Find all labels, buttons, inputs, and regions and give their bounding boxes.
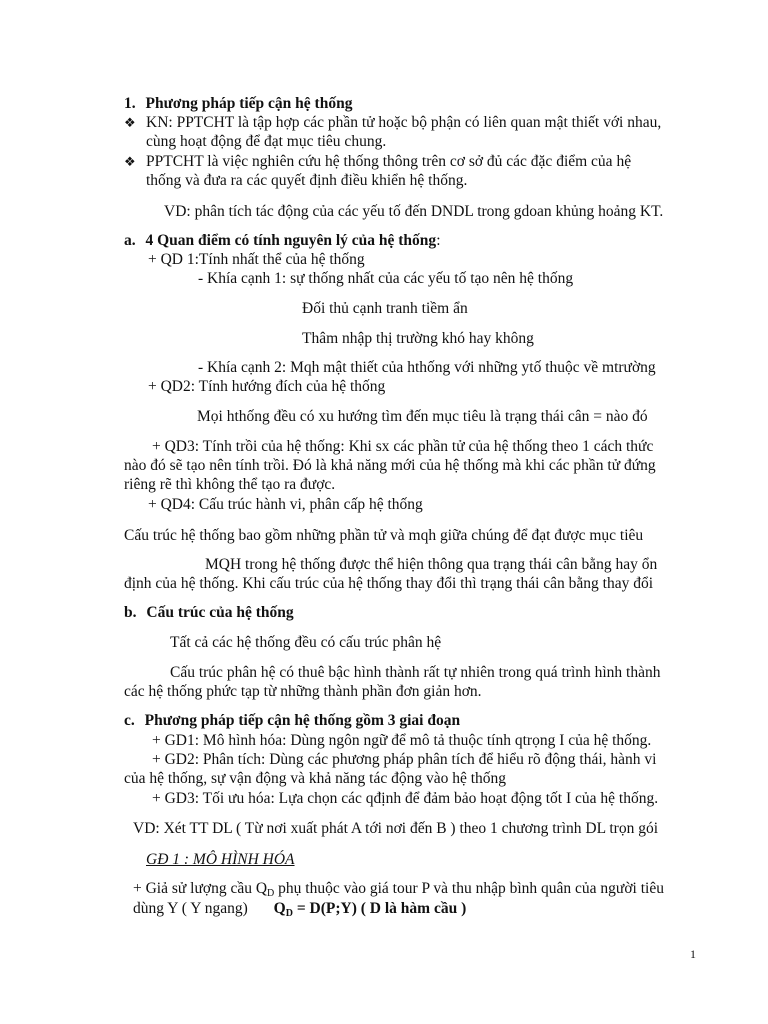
pptcht-line-1	[124, 152, 631, 172]
demand-formula	[274, 900, 467, 917]
section-b-title: Cấu trúc của hệ thống	[146, 604, 294, 621]
khia-canh-1: - Khía cạnh 1: sự thống nhất của các yếu tố tạo nên hệ thống	[198, 270, 574, 287]
kn-line-1	[124, 113, 661, 133]
section-a-title: 4 Quan điểm có tính nguyên lý của hệ thống	[145, 232, 437, 249]
qd3-line-1: + QD3: Tính trồi của hệ thống: Khi sx các phần tử của hệ thống theo 1 cách thức	[152, 438, 654, 455]
section-b-para-1: Tất cả các hệ thống đều có cấu trúc phân hệ	[170, 634, 442, 651]
section-a-label: a.	[124, 232, 136, 249]
qd3-line-2: nào đó sẽ tạo nên tính trồi. Đó là khả năng mới của hệ thống mà khi các phần tử đứng	[124, 457, 656, 474]
gd2-line-1: + GD2: Phân tích: Dùng các phương pháp phân tích để hiểu rõ động thái, hành vi	[152, 751, 657, 768]
section-1-heading	[124, 94, 352, 113]
vd-example-1: VD: phân tích tác động của các yếu tố đến DNDL trong gdoan khủng hoảng KT.	[164, 203, 664, 220]
section-b-heading	[124, 603, 294, 622]
gd1-line: + GD1: Mô hình hóa: Dùng ngôn ngữ để mô tả thuộc tính qtrọng I của hệ thống.	[152, 732, 652, 749]
gd2-line-2: của hệ thống, sự vận động và khả năng tác động vào hệ thống	[124, 770, 507, 787]
page-number: 1	[690, 947, 696, 961]
gia-su-line-2	[133, 899, 466, 918]
section-c-heading	[124, 711, 460, 730]
tham-nhap-line: Thâm nhập thị trường khó hay không	[302, 330, 534, 347]
section-1-title: Phương pháp tiếp cận hệ thống	[145, 95, 353, 112]
gia-su-text-a: + Giả sử lượng cầu Q	[133, 880, 268, 897]
diamond-bullet-icon: ❖	[124, 116, 136, 131]
diamond-bullet-icon: ❖	[124, 155, 136, 170]
gia-su-text-2: dùng Y ( Y ngang)	[133, 900, 248, 917]
section-c-label: c.	[124, 712, 135, 729]
section-1-number: 1.	[124, 95, 136, 112]
mqh-line-2: định của hệ thống. Khi cấu trúc của hệ thống thay đổi thì trạng thái cân bằng thay đổi	[124, 575, 654, 592]
qd2-line: + QD2: Tính hướng đích của hệ thống	[148, 378, 386, 395]
gia-su-subscript: D	[267, 888, 275, 899]
gd1-subtitle: GĐ 1 : MÔ HÌNH HÓA	[146, 851, 295, 868]
section-b-para-2-line-1: Cấu trúc phân hệ có thuê bậc hình thành rất tự nhiên trong quá trình hình thành	[170, 664, 661, 681]
section-c-title: Phương pháp tiếp cận hệ thống gồm 3 giai đoạn	[144, 712, 461, 729]
mqh-line-1: MQH trong hệ thống được thể hiện thông qua trạng thái cân bằng hay ổn	[205, 556, 658, 573]
kn-line-2: cùng hoạt động để đạt mục tiêu chung.	[146, 133, 387, 150]
section-a-colon: :	[436, 232, 441, 249]
section-a-heading	[124, 231, 441, 250]
qd1-line: + QD 1:Tính nhất thể của hệ thống	[148, 251, 365, 268]
moi-hthong-line: Mọi hthống đều có xu hướng tìm đến mục tiêu là trạng thái cân = nào đó	[197, 408, 648, 425]
pptcht-line-2: thống và đưa ra các quyết định điều khiển hệ thống.	[146, 172, 468, 189]
pptcht-text-1: PPTCHT là việc nghiên cứu hệ thống thông trên cơ sở đủ các đặc điểm của hệ	[146, 153, 632, 170]
qd4-line: + QD4: Cấu trúc hành vi, phân cấp hệ thống	[148, 496, 423, 513]
formula-rest: = D(P;Y) ( D là hàm cầu )	[292, 900, 467, 917]
gd3-line: + GD3: Tối ưu hóa: Lựa chọn các qđịnh để đảm bảo hoạt động tốt I của hệ thống.	[152, 790, 659, 807]
khia-canh-2: - Khía cạnh 2: Mqh mật thiết của hthống với những ytố thuộc về mtrường	[198, 359, 656, 376]
formula-q: Q	[273, 900, 286, 917]
gia-su-line-1	[133, 879, 664, 898]
doi-thu-line: Đối thủ cạnh tranh tiềm ẩn	[302, 300, 468, 317]
cau-truc-line: Cấu trúc hệ thống bao gồm những phần tử và mqh giữa chúng để đạt được mục tiêu	[124, 527, 644, 544]
section-b-para-2-line-2: các hệ thống phức tạp từ những thành phần đơn giản hơn.	[124, 683, 482, 700]
section-b-label: b.	[124, 604, 137, 621]
vd-example-2: VD: Xét TT DL ( Từ nơi xuất phát A tới nơi đến B ) theo 1 chương trình DL trọn gói	[133, 820, 659, 837]
formula-subscript: D	[285, 908, 293, 919]
kn-text-1: KN: PPTCHT là tập hợp các phần tử hoặc bộ phận có liên quan mật thiết với nhau,	[146, 114, 662, 131]
gia-su-text-b: phụ thuộc vào giá tour P và thu nhập bình quân của người tiêu	[274, 880, 664, 897]
qd3-line-3: riêng rẽ thì không thể tạo ra được.	[124, 476, 336, 493]
